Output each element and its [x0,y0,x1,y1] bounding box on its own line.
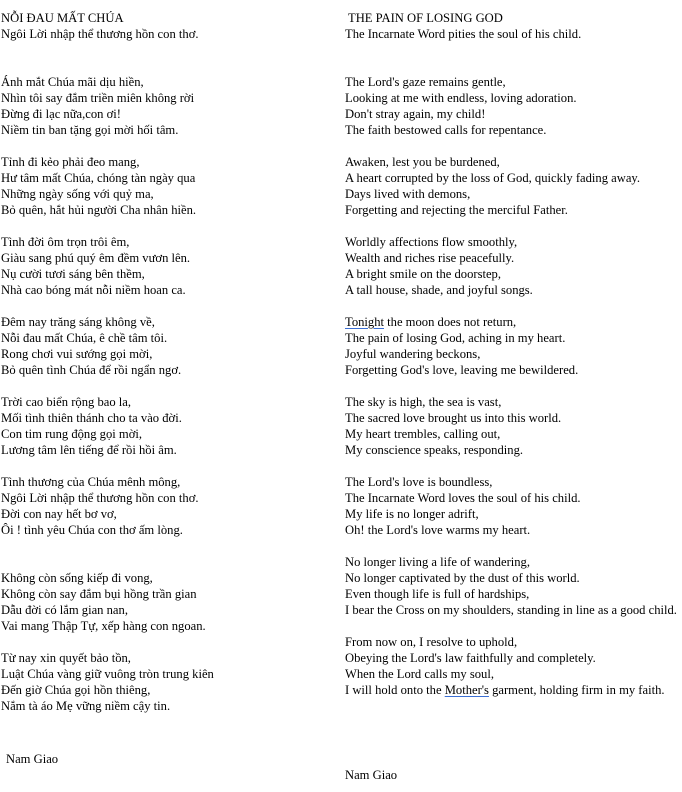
stanza-3 [345,234,681,298]
verse-line: Worldly affections flow smoothly, [345,235,518,249]
verse-line: Mối tình thiên thánh cho ta vào đời. [1,411,182,425]
verse-line: Nhà cao bóng mát nỗi niềm hoan ca. [1,283,186,297]
english-translation-column [345,10,681,698]
stanza-5 [345,394,681,458]
verse-line: My heart trembles, calling out, [345,427,501,441]
verse-line: The Lord's gaze remains gentle, [345,75,506,89]
vietnamese-poem-column [1,10,331,714]
verse-line: Oh! the Lord's love warms my heart. [345,523,531,537]
poem-subtitle: The Incarnate Word pities the soul of his child. [345,27,582,41]
verse-line: Con tim rung động gọi mời, [1,427,142,441]
verse-line: Tình thương của Chúa mênh mông, [1,475,181,489]
verse-line: Days lived with demons, [345,187,471,201]
stanza-6 [345,474,681,538]
verse-line: From now on, I resolve to uphold, [345,635,518,649]
stanza-3 [1,234,331,298]
stanza-8 [1,650,331,714]
verse-line: Nắm tà áo Mẹ vững niềm cậy tin. [1,699,171,713]
verse-line: Nỗi đau mất Chúa, ê chề tâm tôi. [1,331,168,345]
poem-subtitle: Ngôi Lời nhập thể thương hồn con thơ. [1,27,199,41]
verse-line: Niềm tin ban tặng gọi mời hối tâm. [1,123,179,137]
verse-line: Looking at me with endless, loving adoration. [345,91,577,105]
verse-line: Awaken, lest you be burdened, [345,155,500,169]
stanza-1 [1,74,331,138]
verse-line: Đêm nay trăng sáng không về, [1,315,155,329]
verse-line: Rong chơi vui sướng gọi mời, [1,347,153,361]
verse-line: The faith bestowed calls for repentance. [345,123,547,137]
verse-line: A tall house, shade, and joyful songs. [345,283,533,297]
verse-line: Tình đời ôm trọn trôi êm, [1,235,130,249]
verse-line: When the Lord calls my soul, [345,667,494,681]
verse-line: The Incarnate Word loves the soul of his child. [345,491,581,505]
verse-line: A heart corrupted by the loss of God, quickly fading away. [345,171,641,185]
verse-line: I will hold onto the Mother's garment, holding firm in my faith. [345,683,665,697]
verse-line: Từ nay xin quyết bảo tồn, [1,651,131,665]
stanza-7 [1,570,331,634]
verse-line: Joyful wandering beckons, [345,347,481,361]
verse-line: Ôi ! tình yêu Chúa con thơ ấm lòng. [1,523,183,537]
verse-line: My conscience speaks, responding. [345,443,524,457]
verse-line: The sky is high, the sea is vast, [345,395,502,409]
verse-line: Forgetting God's love, leaving me bewildered. [345,363,579,377]
verse-line: My life is no longer adrift, [345,507,479,521]
verse-line: Không còn say đắm bụi hồng trần gian [1,587,197,601]
verse-line: Dẫu đời có lắm gian nan, [1,603,128,617]
verse-line: Trời cao biển rộng bao la, [1,395,132,409]
verse-line: Obeying the Lord's law faithfully and completely. [345,651,596,665]
verse-line: Don't stray again, my child! [345,107,486,121]
stanza-4 [345,314,681,378]
verse-line: Tonight the moon does not return, [345,315,517,329]
verse-line: Vai mang Thập Tự, xếp hàng con ngoan. [1,619,206,633]
stanza-6 [1,474,331,538]
verse-line: Bỏ quên tình Chúa để rồi ngẩn ngơ. [1,363,182,377]
author-signature: Nam Giao [345,768,398,782]
verse-line: I bear the Cross on my shoulders, standing in line as a good child. [345,603,677,617]
stanza-1 [345,74,681,138]
poem-title: NỖI ĐAU MẤT CHÚA [1,11,124,25]
verse-line: Hư tâm mất Chúa, chóng tàn ngày qua [1,171,196,185]
verse-line: Lương tâm lên tiếng để rồi hồi âm. [1,443,177,457]
spellcheck-underlined-word[interactable]: Tonight [345,315,384,329]
stanza-5 [1,394,331,458]
verse-line: Luật Chúa vàng giữ vuông tròn trung kiên [1,667,214,681]
stanza-8 [345,634,681,698]
verse-line: Đến giờ Chúa gọi hồn thiêng, [1,683,151,697]
verse-line: A bright smile on the doorstep, [345,267,502,281]
verse-line: Những ngày sống với quỷ ma, [1,187,154,201]
verse-line: Tỉnh đi kẻo phải đeo mang, [1,155,140,169]
verse-line: No longer captivated by the dust of this world. [345,571,580,585]
verse-line: Even though life is full of hardships, [345,587,530,601]
verse-line: Không còn sống kiếp đi vong, [1,571,153,585]
verse-line: The pain of losing God, aching in my heart. [345,331,566,345]
spellcheck-underlined-word[interactable]: Mother's [444,683,489,697]
stanza-4 [1,314,331,378]
verse-line: Nhìn tôi say đắm triền miên không rời [1,91,195,105]
verse-line: Nụ cười tươi sáng bên thềm, [1,267,145,281]
verse-line: Wealth and riches rise peacefully. [345,251,515,265]
author-signature: Nam Giao [6,752,59,766]
stanza-7 [345,554,681,618]
verse-line: Ngôi Lời nhập thể thương hồn con thơ. [1,491,199,505]
verse-line: Forgetting and rejecting the merciful Father. [345,203,568,217]
verse-line: The sacred love brought us into this world. [345,411,562,425]
verse-line: Giàu sang phú quý êm đềm vươn lên. [1,251,191,265]
verse-line: No longer living a life of wandering, [345,555,531,569]
verse-line: Đừng đi lạc nữa,con ơi! [1,107,121,121]
stanza-2 [1,154,331,218]
verse-line: The Lord's love is boundless, [345,475,493,489]
stanza-2 [345,154,681,218]
poem-title: THE PAIN OF LOSING GOD [348,11,503,25]
verse-line: Đời con nay hết bơ vơ, [1,507,117,521]
verse-line: Bỏ quên, hắt hủi người Cha nhân hiền. [1,203,197,217]
verse-line: Ánh mắt Chúa mãi dịu hiền, [1,75,144,89]
